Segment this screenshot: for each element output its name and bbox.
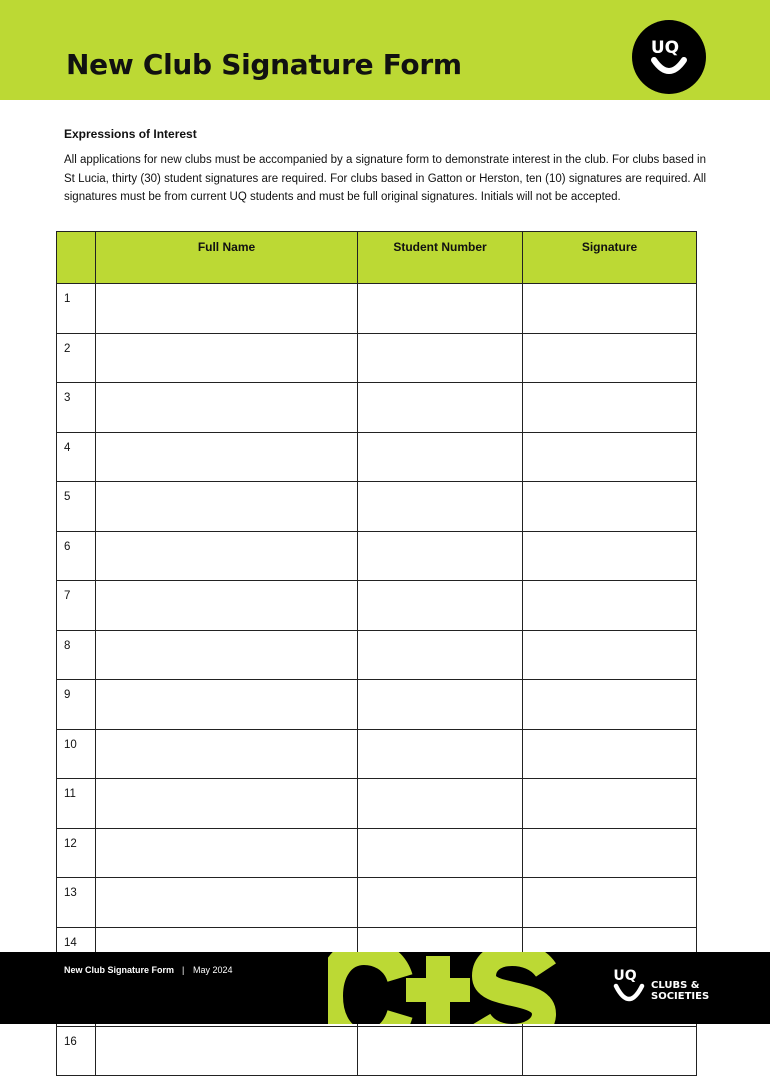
table-row [57,779,697,829]
student-number-cell[interactable] [358,630,523,680]
student-number-cell[interactable] [358,581,523,631]
row-number: 4 [57,432,96,482]
row-number: 8 [57,630,96,680]
uq-logo-text: UQ [650,38,680,58]
signature-cell[interactable] [523,680,697,730]
table-row [57,828,697,878]
student-number-cell[interactable] [358,779,523,829]
signature-table [56,231,697,1076]
signature-cell[interactable] [523,333,697,383]
column-header-full-name: Full Name [96,232,358,284]
table-row [57,383,697,433]
full-name-cell[interactable] [96,729,358,779]
table-row [57,531,697,581]
student-number-cell[interactable] [358,680,523,730]
full-name-cell[interactable] [96,1026,358,1076]
signature-cell[interactable] [523,729,697,779]
table-row [57,680,697,730]
full-name-cell[interactable] [96,581,358,631]
row-number: 13 [57,878,96,928]
full-name-cell[interactable] [96,482,358,532]
signature-cell[interactable] [523,630,697,680]
full-name-cell[interactable] [96,630,358,680]
footer-separator: | [182,965,185,975]
footer-bar [0,952,770,1024]
uq-logo-icon [632,20,706,94]
signature-cell[interactable] [523,779,697,829]
footer-form-name: New Club Signature Form [64,965,175,975]
signature-cell[interactable] [523,432,697,482]
signature-cell[interactable] [523,1026,697,1076]
table-row [57,1026,697,1076]
full-name-cell[interactable] [96,432,358,482]
table-row [57,729,697,779]
section-heading: Expressions of Interest [64,127,197,141]
footer-date: May 2024 [193,965,233,975]
signature-cell[interactable] [523,828,697,878]
row-number: 5 [57,482,96,532]
column-header-signature: Signature [523,232,697,284]
row-number: 9 [57,680,96,730]
student-number-cell[interactable] [358,878,523,928]
full-name-cell[interactable] [96,284,358,334]
brand-line-1: CLUBS & [651,980,700,991]
table-row [57,581,697,631]
signature-cell[interactable] [523,878,697,928]
full-name-cell[interactable] [96,779,358,829]
row-number: 10 [57,729,96,779]
row-number: 7 [57,581,96,631]
full-name-cell[interactable] [96,828,358,878]
table-row [57,284,697,334]
uq-small-logo-icon [612,964,646,1008]
full-name-cell[interactable] [96,383,358,433]
student-number-cell[interactable] [358,482,523,532]
full-name-cell[interactable] [96,878,358,928]
column-header-number [57,232,96,284]
student-number-cell[interactable] [358,333,523,383]
signature-cell[interactable] [523,482,697,532]
clubs-societies-mark-icon [328,952,558,1024]
row-number: 16 [57,1026,96,1076]
full-name-cell[interactable] [96,531,358,581]
brand-wordmark [651,980,709,1002]
page-title: New Club Signature Form [66,48,462,81]
svg-text:UQ: UQ [613,968,637,984]
row-number: 11 [57,779,96,829]
student-number-cell[interactable] [358,383,523,433]
table-row [57,432,697,482]
row-number: 14 [57,927,96,977]
signature-cell[interactable] [523,531,697,581]
table-row [57,878,697,928]
student-number-cell[interactable] [358,531,523,581]
intro-paragraph: All applications for new clubs must be accompanied by a signature form to demonstrate interest in the club. For clubs based in St Lucia, thirty (30) student signatures are required. For clubs based in Gatton or Herston, ten (10) signatures are required. All signatures must be from current UQ students and must be full original signatures. Initials will not be accepted. [64,154,706,203]
student-number-cell[interactable] [358,828,523,878]
signature-cell[interactable] [523,284,697,334]
student-number-cell[interactable] [358,284,523,334]
full-name-cell[interactable] [96,680,358,730]
signature-cell[interactable] [523,383,697,433]
row-number: 1 [57,284,96,334]
signature-cell[interactable] [523,581,697,631]
column-header-student-number: Student Number [358,232,523,284]
student-number-cell[interactable] [358,729,523,779]
header-banner [0,0,770,100]
table-row [57,482,697,532]
full-name-cell[interactable] [96,333,358,383]
row-number: 12 [57,828,96,878]
student-number-cell[interactable] [358,1026,523,1076]
brand-line-2: SOCIETIES [651,991,710,1002]
table-row [57,333,697,383]
row-number: 6 [57,531,96,581]
row-number: 2 [57,333,96,383]
table-header-row [57,232,697,284]
table-row [57,630,697,680]
student-number-cell[interactable] [358,432,523,482]
row-number: 3 [57,383,96,433]
